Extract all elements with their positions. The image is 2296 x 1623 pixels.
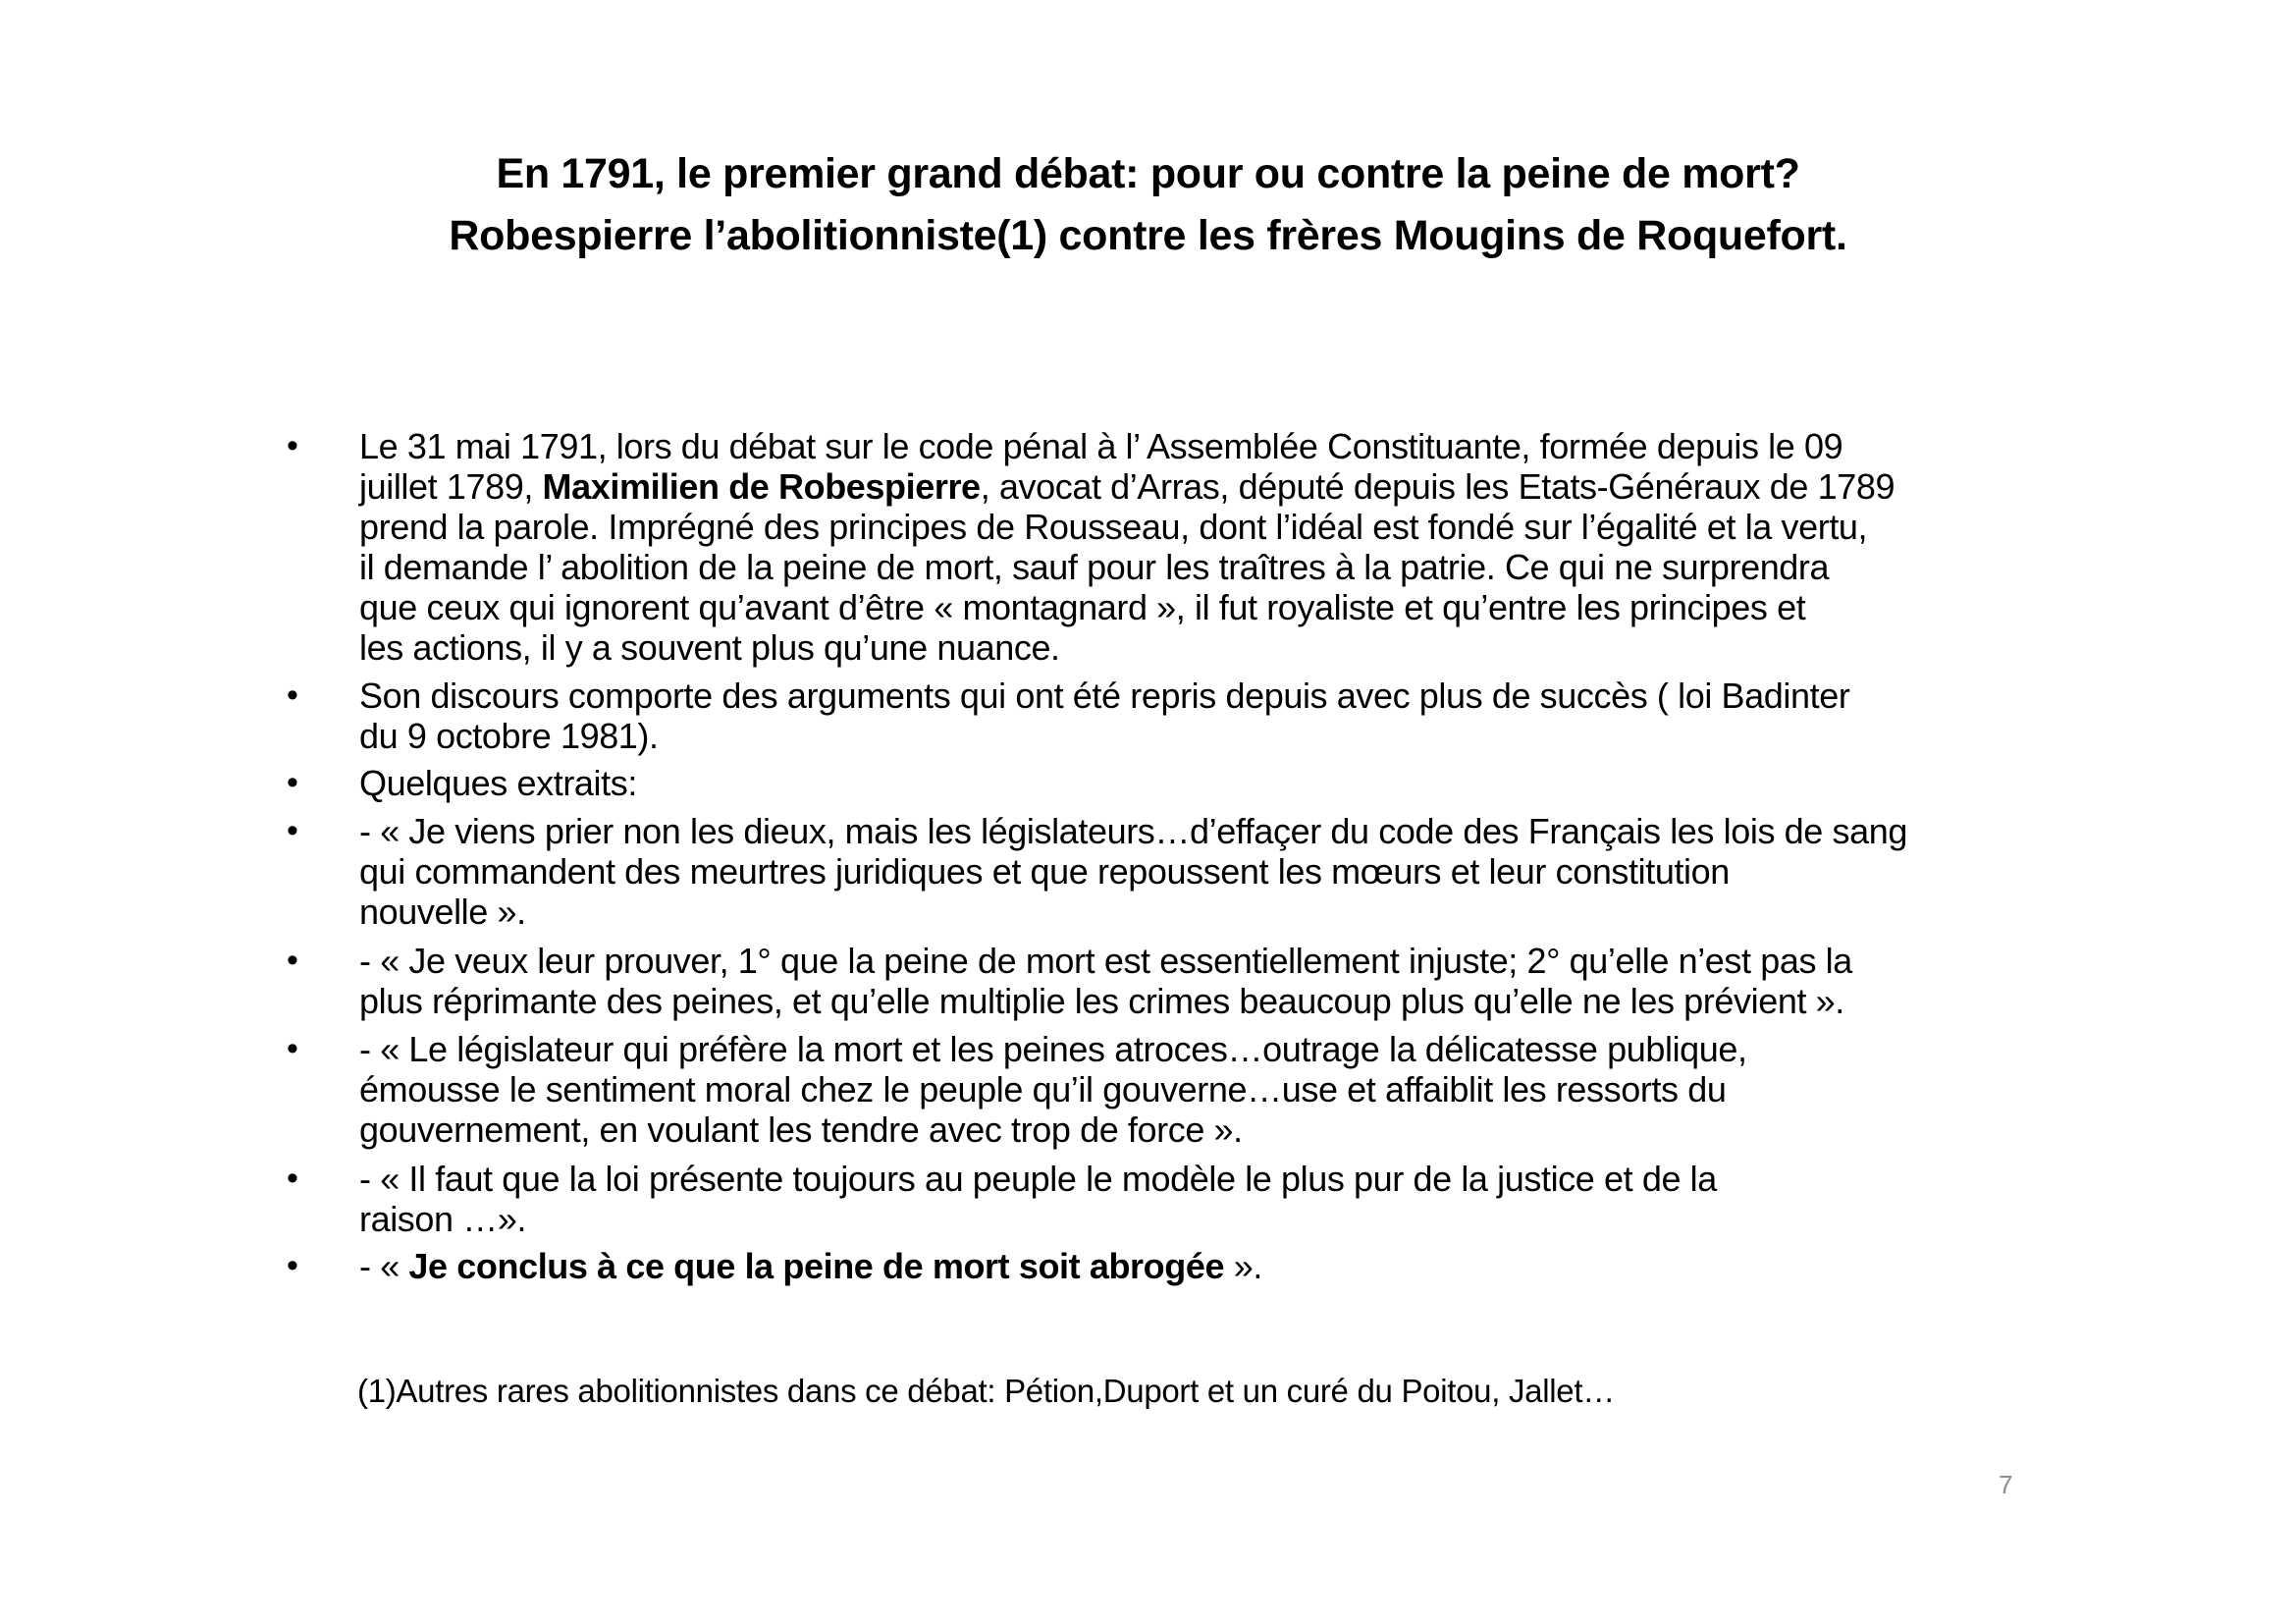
bullet-icon: • (287, 676, 298, 714)
text-line: - « Le législateur qui préfère la mort et les peines atroces…outrage la délicatesse publique, (359, 1029, 1747, 1069)
highlight-name: Maximilien de Robespierre (542, 466, 981, 507)
bullet-icon: • (287, 427, 298, 464)
bullet-text (359, 676, 2028, 756)
bullet-text (359, 811, 2028, 932)
footnote: (1)Autres rares abolitionnistes dans ce débat: Pétion,Duport et un curé du Poitou, Jallet… (357, 1373, 1615, 1409)
bullet-icon: • (287, 764, 298, 801)
text-line: émousse le sentiment moral chez le peuple qu’il gouverne…use et affaiblit les ressorts du (359, 1069, 1727, 1109)
text-line: Le 31 mai 1791, lors du débat sur le code pénal à l’ Assemblée Constituante, formée depuis le 09 (359, 426, 1843, 466)
bullet-icon: • (287, 1030, 298, 1067)
text-line: du 9 octobre 1981). (359, 716, 659, 756)
page-number: 7 (1999, 1470, 2013, 1499)
text-line: Quelques extraits: (359, 763, 637, 803)
bullet-icon: • (287, 1160, 298, 1197)
text-line: raison …». (359, 1199, 527, 1239)
text-line: nouvelle ». (359, 892, 526, 932)
bullet-text (359, 763, 2028, 803)
text-line: il demande l’ abolition de la peine de mort, sauf pour les traîtres à la patrie. Ce qui ne surprendra (359, 547, 1830, 587)
bullet-icon: • (287, 942, 298, 979)
bullet-text (359, 941, 2028, 1021)
text-line: - « Il faut que la loi présente toujours au peuple le modèle le plus pur de la justice et de la (359, 1159, 1717, 1199)
text-line: - « Je veux leur prouver, 1° que la peine de mort est essentiellement injuste; 2° qu’elle n’est pas la (359, 941, 1852, 981)
bullet-icon: • (287, 812, 298, 849)
bullet-text (359, 1246, 2028, 1286)
text-line: Son discours comporte des arguments qui ont été repris depuis avec plus de succès ( loi Badinter (359, 676, 1850, 716)
bullet-icon: • (287, 1247, 298, 1284)
text-line: - « Je viens prier non les dieux, mais les législateurs…d’effaçer du code des Français les lois de sang (359, 811, 1907, 851)
bullet-text (359, 1029, 2028, 1150)
text-line: gouvernement, en voulant les tendre avec trop de force ». (359, 1109, 1243, 1150)
text-line: plus réprimante des peines, et qu’elle multiplie les crimes beaucoup plus qu’elle ne les prévient ». (359, 981, 1844, 1021)
slide-title-line-1: En 1791, le premier grand débat: pour ou contre la peine de mort? (496, 150, 1800, 197)
text-line: juillet 1789, Maximilien de Robespierre, avocat d’Arras, député depuis les Etats-Généraux de 1789 (359, 466, 1896, 507)
text-line: - « Je conclus à ce que la peine de mort soit abrogée ». (359, 1246, 1262, 1286)
text-line: que ceux qui ignorent qu’avant d’être « montagnard », il fut royaliste et qu’entre les principes et (359, 587, 1806, 627)
bullet-text (359, 1159, 2028, 1239)
slide-title-line-2: Robespierre l’abolitionniste(1) contre les frères Mougins de Roquefort. (449, 212, 1847, 259)
text-line: prend la parole. Imprégné des principes de Rousseau, dont l’idéal est fondé sur l’égalité et la vertu, (359, 507, 1868, 547)
text-line: qui commandent des meurtres juridiques et que repoussent les mœurs et leur constitution (359, 851, 1730, 892)
text-line: les actions, il y a souvent plus qu’une nuance. (359, 627, 1060, 668)
bullet-text (359, 426, 2028, 668)
highlight-conclusion: Je conclus à ce que la peine de mort soit abrogée (408, 1246, 1225, 1286)
